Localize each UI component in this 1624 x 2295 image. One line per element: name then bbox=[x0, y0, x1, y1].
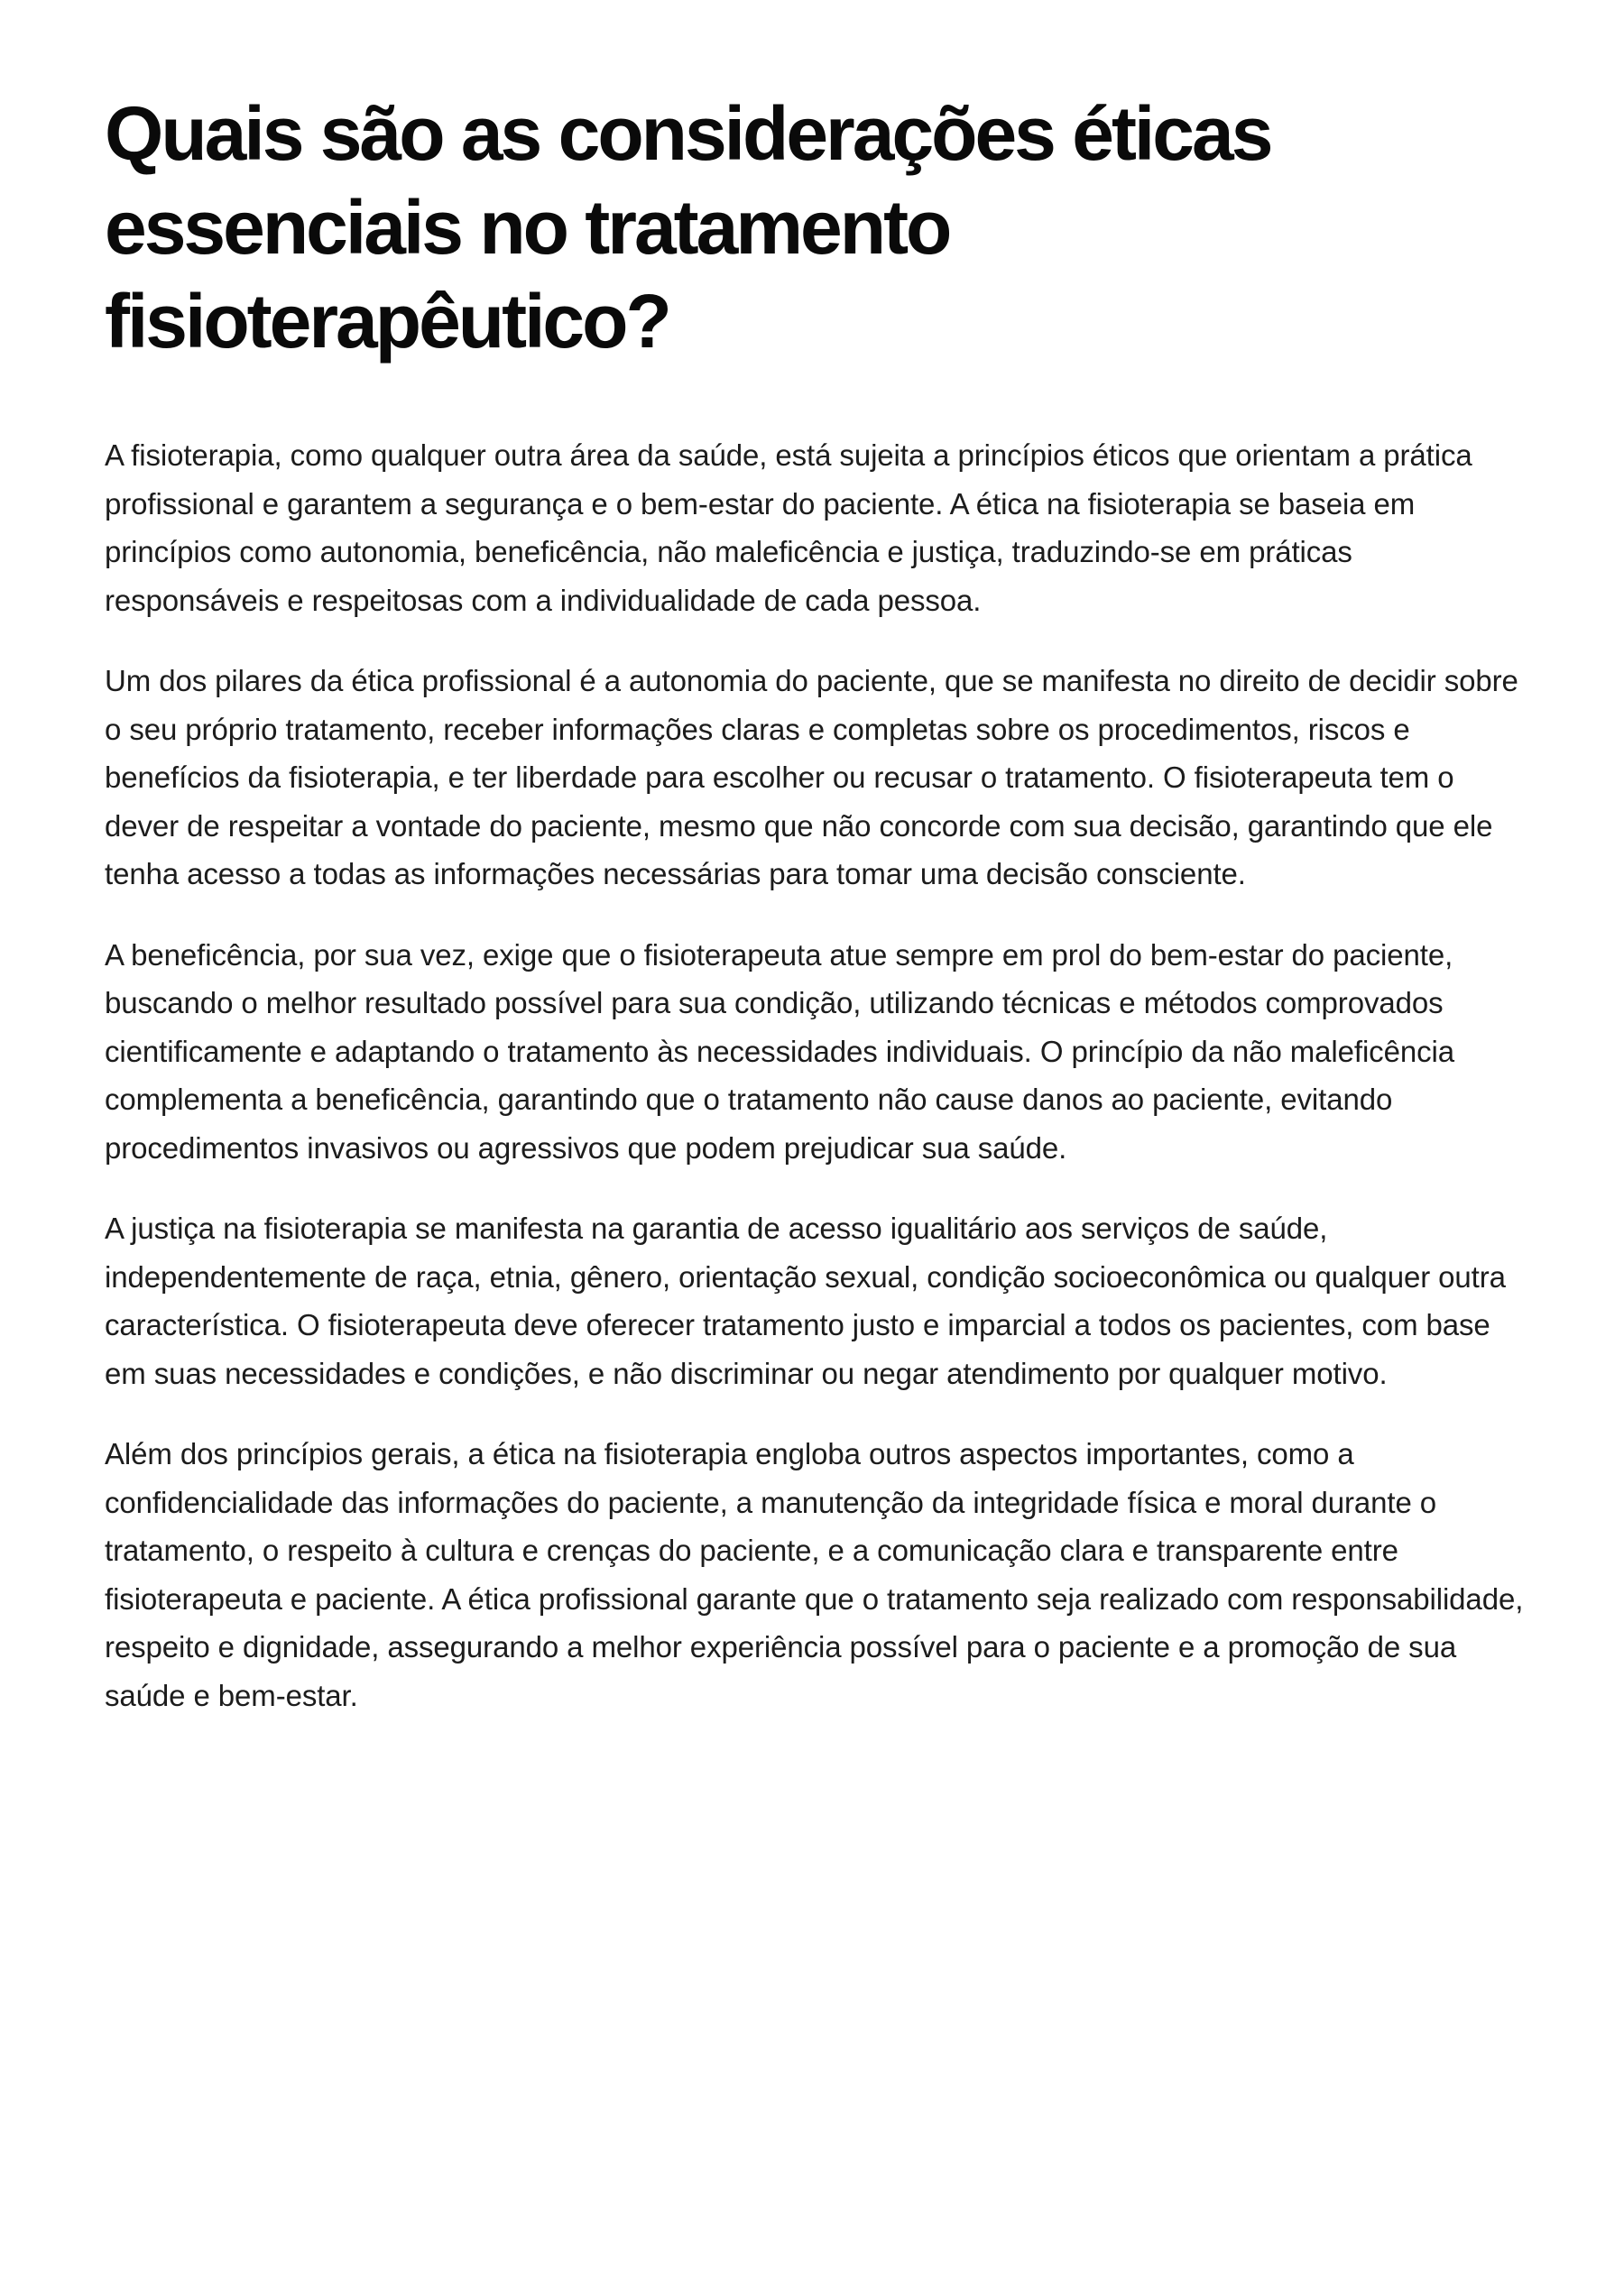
paragraph-autonomy: Um dos pilares da ética profissional é a autonomia do paciente, que se manifesta no direito de decidir sobre o seu próprio tratamento, receber informações claras e completas sobre os procedimentos, riscos e benefícios da fisioterapia, e ter liberdade para escolher ou recusar o tratamento. O fisioterapeuta tem o dever de respeitar a vontade do paciente, mesmo que não concorde com sua decisão, garantindo que ele tenha acesso a todas as informações necessárias para tomar uma decisão consciente. bbox=[105, 664, 1518, 890]
page-title: Quais são as considerações éticas essenciais no tratamento fisioterapêutico? bbox=[105, 91, 1271, 364]
paragraph-beneficence: A beneficência, por sua vez, exige que o fisioterapeuta atue sempre em prol do bem-estar do paciente, buscando o melhor resultado possível para sua condição, utilizando técnicas e métodos comprovados cientificamente e adaptando o tratamento às necessidades individuais. O princípio da não maleficência complementa a beneficência, garantindo que o tratamento não cause danos ao paciente, evitando procedimentos invasivos ou agressivos que podem prejudicar sua saúde. bbox=[105, 937, 1454, 1165]
paragraph-intro: A fisioterapia, como qualquer outra área da saúde, está sujeita a princípios éticos que orientam a prática profissional e garantem a segurança e o bem-estar do paciente. A ética na fisioterapia se baseia em princípios como autonomia, beneficência, não maleficência e justiça, traduzindo-se em práticas responsáveis e respeitosas com a individualidade de cada pessoa. bbox=[105, 438, 1472, 617]
paragraph-justice: A justiça na fisioterapia se manifesta na garantia de acesso igualitário aos serviços de saúde, independentemente de raça, etnia, gênero, orientação sexual, condição socioeconômica ou qualquer outra característica. O fisioterapeuta deve oferecer tratamento justo e imparcial a todos os pacientes, com base em suas necessidades e condições, e não discriminar ou negar atendimento por qualquer motivo. bbox=[105, 1212, 1506, 1390]
article-body bbox=[105, 431, 1534, 1719]
document-page bbox=[105, 87, 1534, 1752]
paragraph-other-aspects: Além dos princípios gerais, a ética na fisioterapia engloba outros aspectos importantes, como a confidencialidade das informações do paciente, a manutenção da integridade física e moral durante o tratamento, o respeito à cultura e crenças do paciente, e a comunicação clara e transparente entre fisioterapeuta e paciente. A ética profissional garante que o tratamento seja realizado com responsabilidade, respeito e dignidade, assegurando a melhor experiência possível para o paciente e a promoção de sua saúde e bem-estar. bbox=[105, 1437, 1524, 1712]
